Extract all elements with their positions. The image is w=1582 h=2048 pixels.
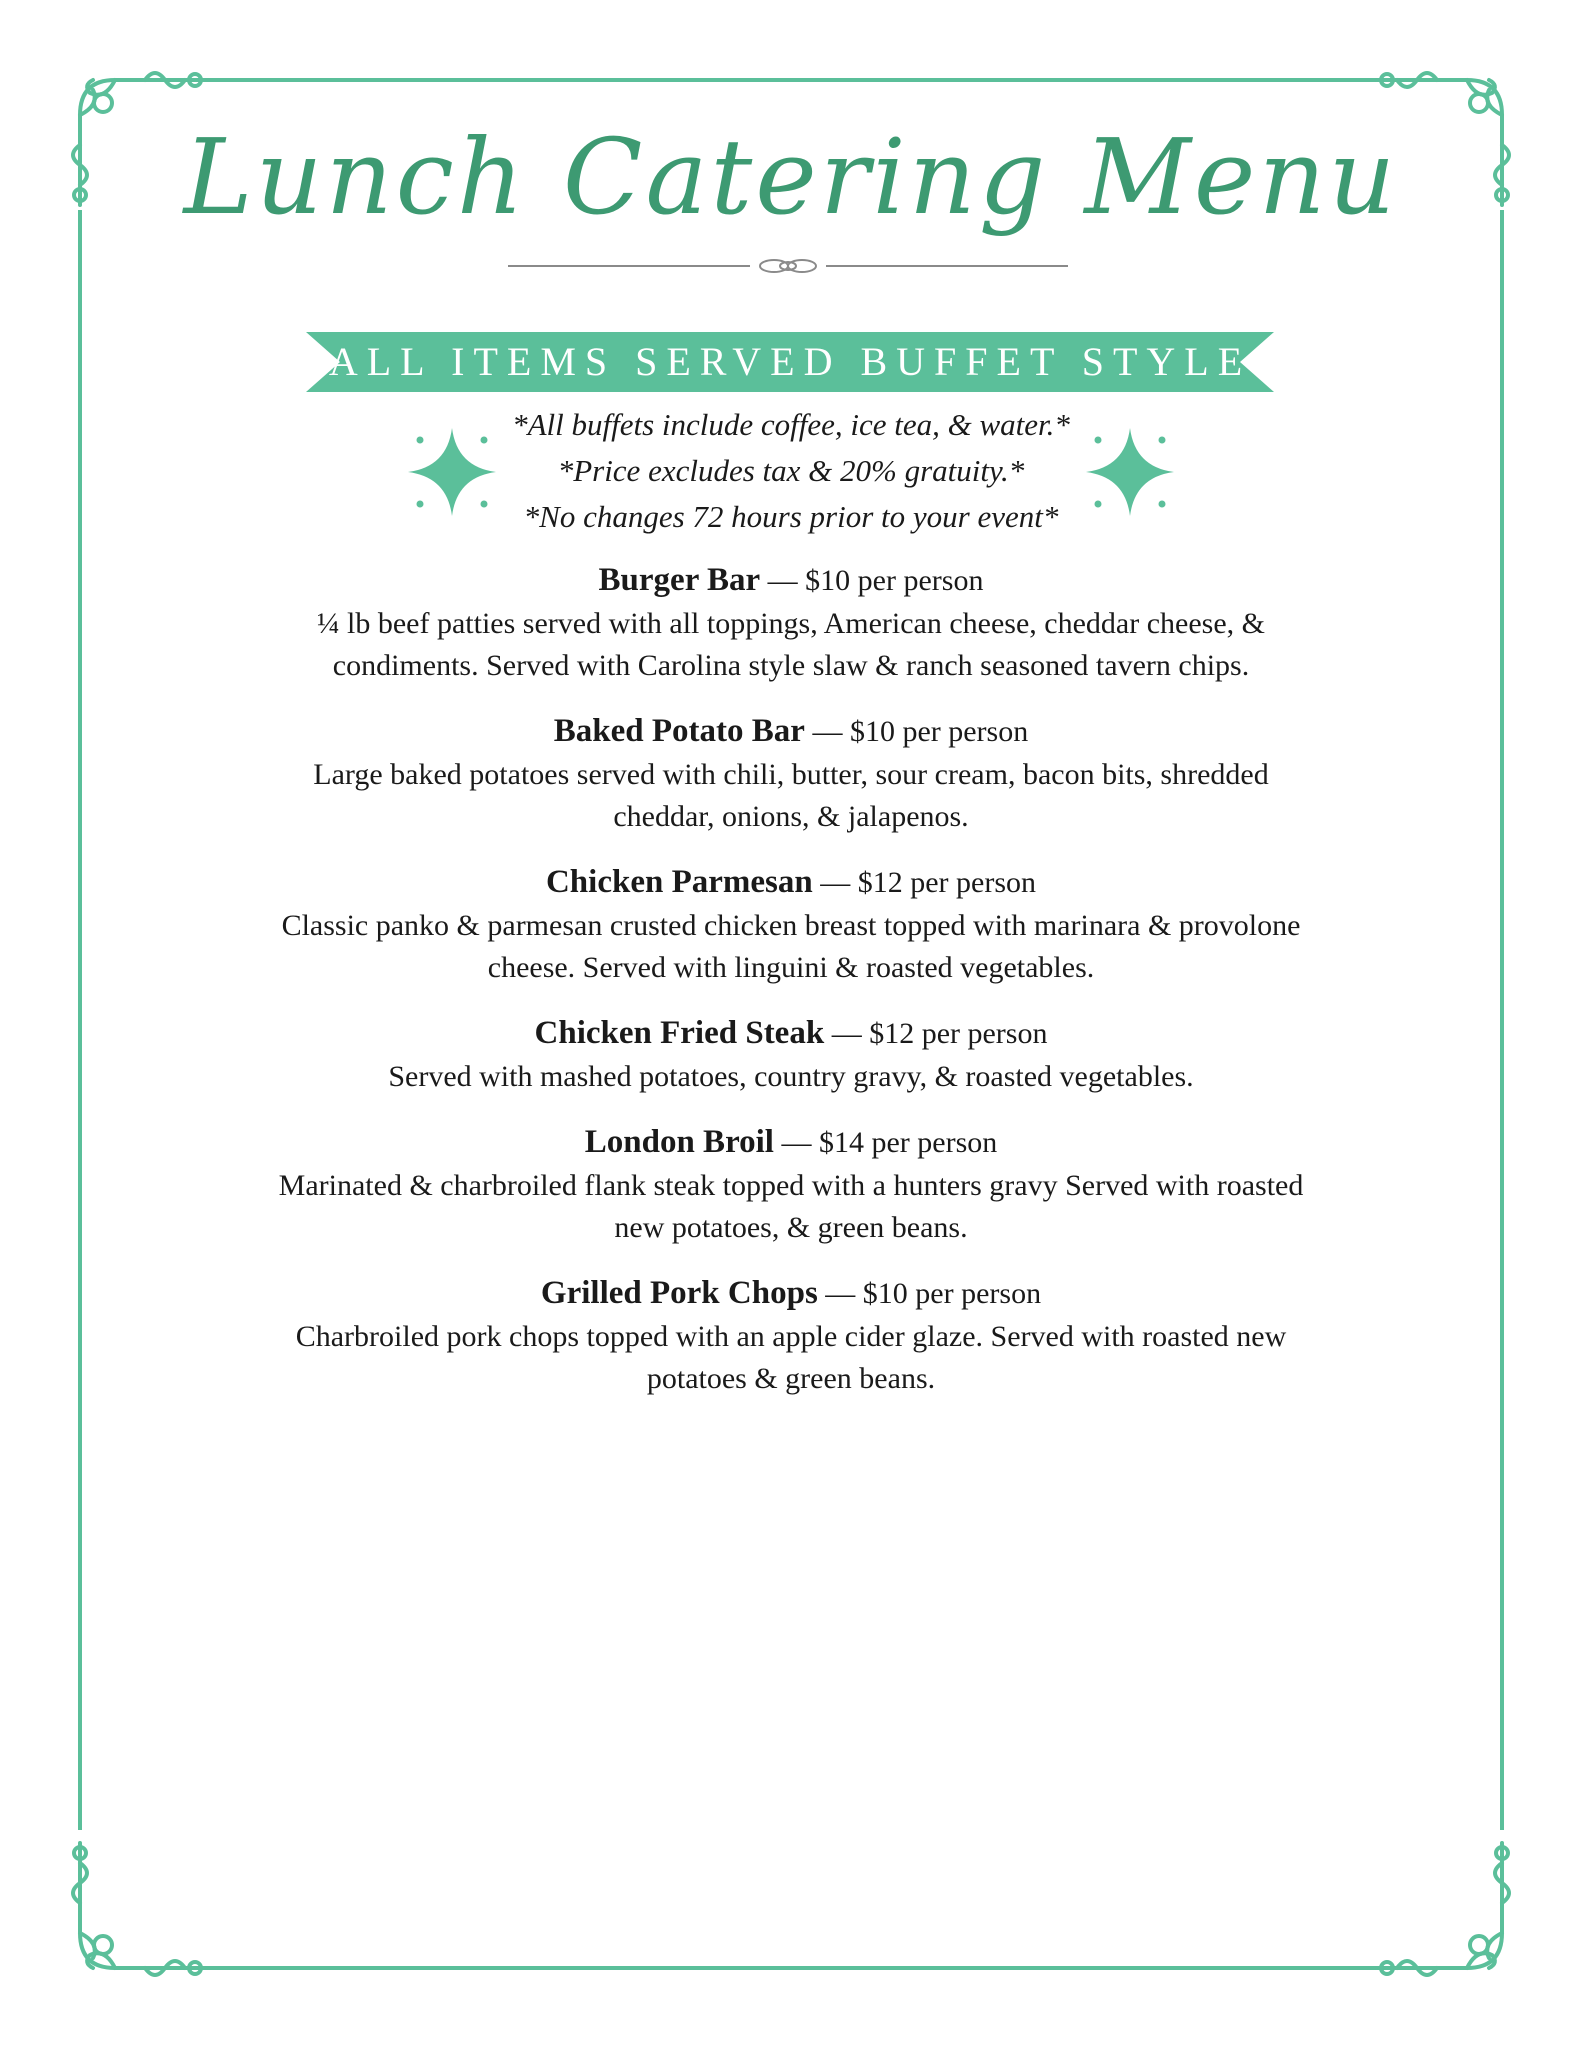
note-line: *All buffets include coffee, ice tea, & water.* [512, 407, 1070, 442]
note-line: *Price excludes tax & 20% gratuity.* [557, 453, 1025, 488]
menu-item [190, 1120, 1392, 1249]
item-price: — $10 per person [760, 564, 984, 597]
item-description-line: cheddar, onions, & jalapenos. [613, 800, 969, 833]
menu-item [190, 709, 1392, 838]
flourish-corner-icon [55, 1793, 255, 1993]
item-description-line: Classic panko & parmesan crusted chicken breast topped with marinara & provolone [281, 909, 1301, 942]
menu-items [190, 558, 1392, 1422]
item-name: London Broil [584, 1124, 774, 1160]
buffet-notes [0, 402, 1582, 540]
frame-border-bottom [200, 1966, 1382, 1970]
item-name: Baked Potato Bar [553, 713, 805, 749]
item-description-line: potatoes & green beans. [646, 1362, 936, 1395]
menu-item [190, 860, 1392, 989]
page-title: Lunch Catering Menu [183, 116, 1399, 238]
item-price: — $12 per person [812, 866, 1037, 899]
frame-border-top [200, 78, 1382, 82]
item-name: Burger Bar [598, 562, 761, 598]
item-description-line: condiments. Served with Carolina style slaw & ranch seasoned tavern chips. [332, 649, 1250, 682]
buffet-style-banner [306, 332, 1274, 392]
item-name: Grilled Pork Chops [540, 1275, 818, 1311]
item-price: — $10 per person [804, 715, 1029, 748]
item-description-line: new potatoes, & green beans. [614, 1211, 968, 1244]
item-description-line: Marinated & charbroiled flank steak topped with a hunters gravy Served with roasted [278, 1169, 1304, 1202]
item-description-line: Served with mashed potatoes, country gravy, & roasted vegetables. [388, 1060, 1194, 1093]
item-name: Chicken Fried Steak [534, 1015, 825, 1051]
banner-text: ALL ITEMS SERVED BUFFET STYLE [328, 339, 1252, 384]
item-name: Chicken Parmesan [545, 864, 813, 900]
ornament-divider-icon [508, 254, 1068, 278]
menu-item [190, 1011, 1392, 1098]
item-description-line: ¼ lb beef patties served with all toppings, American cheese, cheddar cheese, & [317, 607, 1265, 640]
item-price: — $12 per person [824, 1017, 1048, 1050]
item-description-line: Large baked potatoes served with chili, butter, sour cream, bacon bits, shredded [313, 758, 1269, 791]
item-description-line: Charbroiled pork chops topped with an apple cider glaze. Served with roasted new [295, 1320, 1287, 1353]
note-line: *No changes 72 hours prior to your event* [523, 499, 1059, 534]
flourish-corner-icon [1327, 1793, 1527, 1993]
item-description-line: cheese. Served with linguini & roasted vegetables. [487, 951, 1095, 984]
item-price: — $14 per person [773, 1126, 998, 1159]
item-price: — $10 per person [817, 1277, 1042, 1310]
menu-item [190, 558, 1392, 687]
menu-item [190, 1271, 1392, 1400]
